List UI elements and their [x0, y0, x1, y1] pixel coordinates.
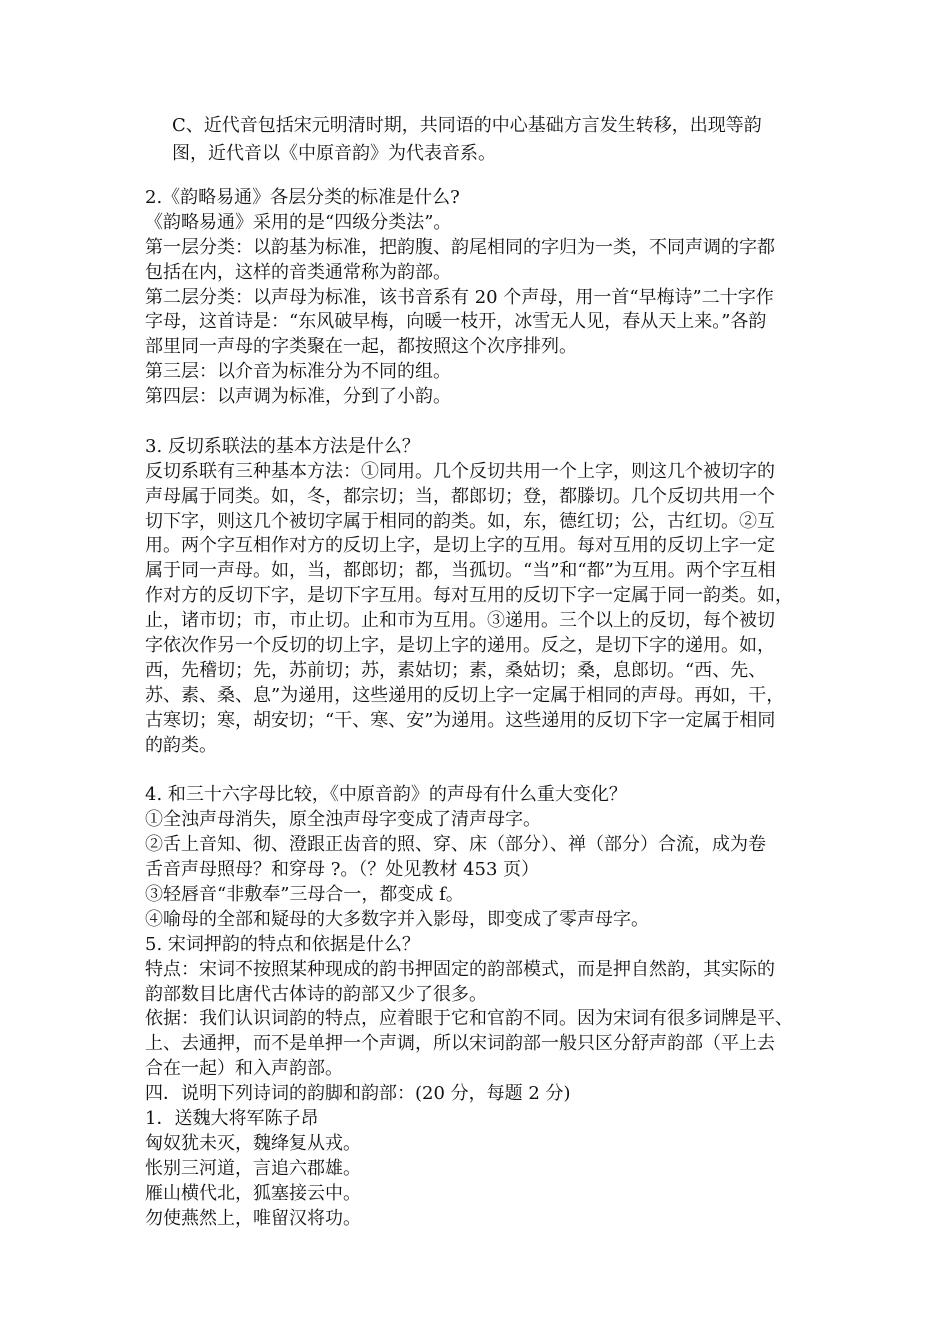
text-line: 第二层分类：以声母为标准，该书音系有 20 个声母，用一首“早梅诗”二十字作	[145, 286, 774, 308]
text-line: 苏、素、桑、息”为递用，这些递用的反切上字一定属于相同的声母。再如，干，	[145, 684, 785, 706]
text-line: 声母属于同类。如，冬，都宗切；当，都郎切；登，都滕切。几个反切共用一个	[145, 485, 775, 507]
text-line: C、近代音包括宋元明清时期，共同语的中心基础方言发生转移，出现等韵	[172, 115, 762, 136]
text-line: 韵部数目比唐代古体诗的韵部又少了很多。	[145, 983, 487, 1005]
poem-line: 怅别三河道，言追六郡雄。	[145, 1157, 361, 1179]
text-line: ④喻母的全部和疑母的大多数字并入影母，即变成了零声母字。	[145, 908, 649, 930]
text-line: 图，近代音以《中原音韵》为代表音系。	[172, 143, 496, 164]
section-heading: 四．说明下列诗词的韵脚和韵部：(20 分，每题 2 分)	[145, 1083, 571, 1105]
text-line: 第一层分类：以韵基为标准，把韵腹、韵尾相同的字归为一类，不同声调的字都	[145, 236, 775, 258]
text-line: 《韵略易通》采用的是“四级分类法”。	[145, 211, 452, 233]
text-line: 字依次作另一个反切的切上字，是切上字的递用。反之，是切下字的递用。如，	[145, 635, 775, 657]
text-line: 用。两个字互相作对方的反切上字，是切上字的互用。每对互用的反切上字一定	[145, 535, 775, 557]
question-heading: 2.《韵略易通》各层分类的标准是什么?	[145, 187, 460, 208]
question-heading: 3. 反切系联法的基本方法是什么？	[145, 435, 420, 457]
poem-line: 勿使燕然上，唯留汉将功。	[145, 1207, 361, 1229]
text-line: ③轻唇音“非敷奉”三母合一，都变成 f。	[145, 883, 464, 905]
text-line: 西，先稽切；先，苏前切；苏，素姑切；素，桑姑切；桑，息郎切。“西、先、	[145, 659, 767, 681]
text-line: 作对方的反切下字，是切下字互用。每对互用的反切下字一定属于同一韵类。如，	[145, 585, 793, 607]
document-body	[145, 186, 825, 1231]
text-line: 古寒切；寒，胡安切；“干、寒、安”为递用。这些递用的反切下字一定属于相同	[145, 709, 776, 731]
poem-line: 雁山横代北，狐塞接云中。	[145, 1182, 361, 1204]
text-line: 上、去通押，而不是单押一个声调，所以宋词韵部一般只区分舒声韵部（平上去	[145, 1033, 775, 1055]
text-line: 合在一起）和入声韵部。	[145, 1058, 343, 1080]
text-line: ①全浊声母消失，原全浊声母字变成了清声母字。	[145, 809, 541, 831]
text-line: 切下字，则这几个被切字属于相同的韵类。如，东，德红切；公，古红切。②互	[145, 510, 775, 532]
paragraph-gap	[145, 758, 825, 783]
text-line: 部里同一声母的字类聚在一起，都按照这个次序排列。	[145, 336, 577, 358]
poem-line: 匈奴犹未灭，魏绛复从戎。	[145, 1132, 361, 1154]
text-line: 第三层：以介音为标准分为不同的组。	[145, 361, 451, 383]
poem-title: 1．送魏大将军陈子昂	[145, 1107, 319, 1129]
section-q3	[145, 435, 825, 759]
section-q2	[145, 186, 825, 410]
question-heading: 5. 宋词押韵的特点和依据是什么？	[145, 933, 420, 955]
section-q4-q5-part4	[145, 783, 825, 1231]
text-line: 特点：宋词不按照某种现成的韵书押固定的韵部模式，而是押自然韵，其实际的	[145, 958, 775, 980]
text-line: ②舌上音知、彻、澄跟正齿音的照、穿、床（部分）、禅（部分）合流，成为卷	[145, 834, 766, 856]
text-line: 止，诸市切；市，市止切。止和市为互用。③递用。三个以上的反切，每个被切	[145, 610, 775, 632]
intro-paragraph	[172, 112, 822, 168]
text-line: 舌音声母照母？和穿母 ?。（？处见教材 453 页）	[145, 859, 540, 881]
text-line: 第四层：以声调为标准，分到了小韵。	[145, 386, 451, 408]
text-line: 字母，这首诗是：“东风破早梅，向暖一枝开，冰雪无人见，春从天上来。”各韵	[145, 311, 767, 333]
text-line: 反切系联有三种基本方法：①同用。几个反切共用一个上字，则这几个被切字的	[145, 460, 775, 482]
question-heading: 4. 和三十六字母比较，《中原音韵》的声母有什么重大变化？	[145, 784, 627, 806]
text-line: 依据：我们认识词韵的特点，应着眼于它和官韵不同。因为宋词有很多词牌是平、	[145, 1008, 793, 1030]
text-line: 属于同一声母。如，当，都郎切；都，当孤切。“当”和“都”为互用。两个字互相	[145, 560, 776, 582]
text-line: 的韵类。	[145, 734, 217, 756]
text-line: 包括在内，这样的音类通常称为韵部。	[145, 261, 451, 283]
paragraph-gap	[145, 410, 825, 435]
